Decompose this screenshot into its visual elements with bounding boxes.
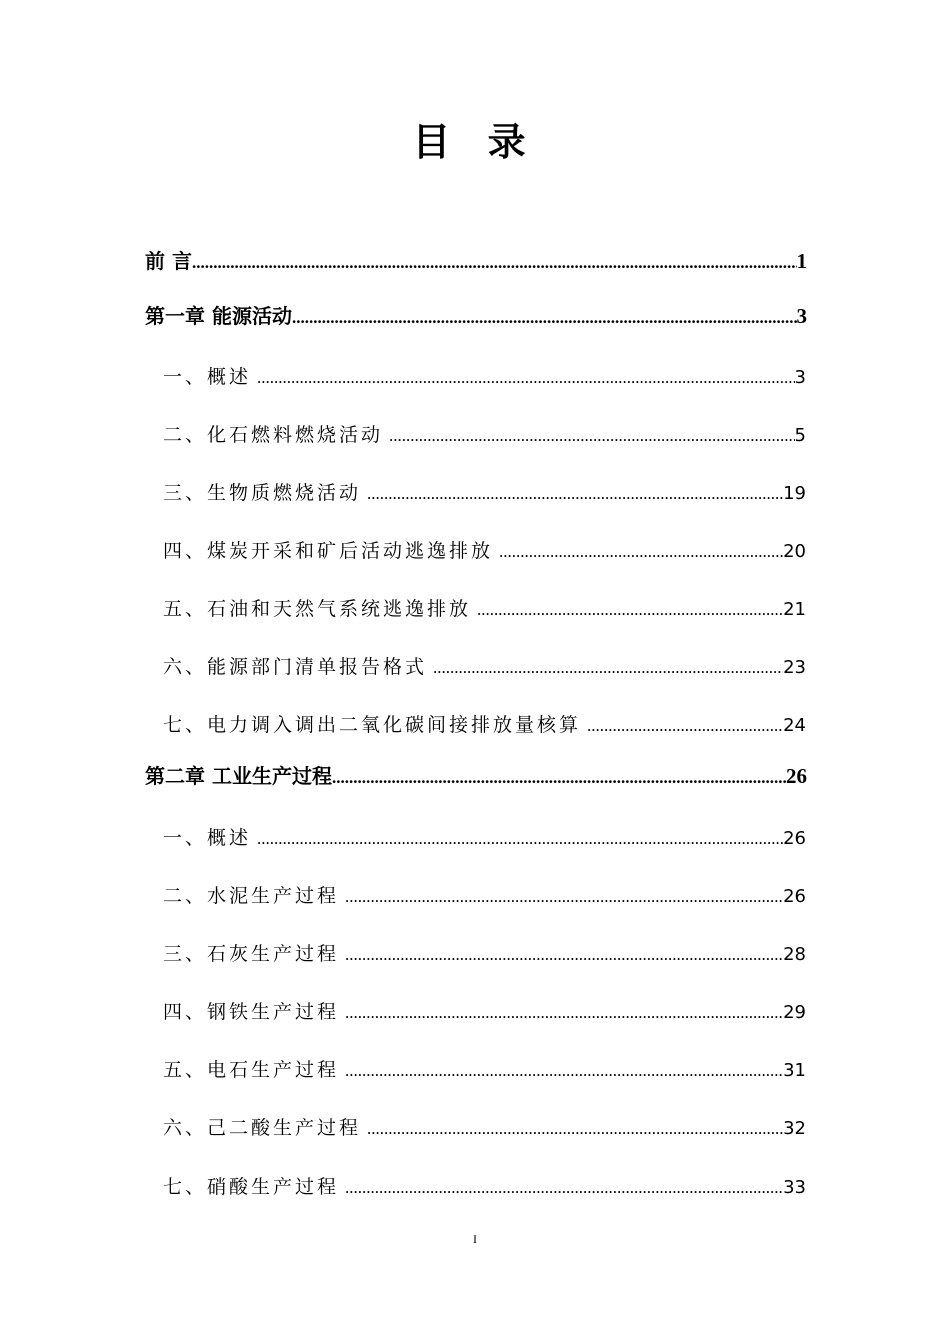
toc-entry-label: 第二章 工业生产过程 <box>145 764 332 788</box>
toc-entry-label: 四、钢铁生产过程 <box>163 1001 340 1023</box>
toc-entry-label: 二、水泥生产过程 <box>163 885 340 907</box>
toc-dot-leader <box>292 302 797 334</box>
toc-dot-leader <box>192 247 797 279</box>
toc-page-number: 23 <box>783 657 806 678</box>
toc-dot-leader <box>433 652 783 684</box>
toc-dot-leader <box>367 478 783 510</box>
toc-entry-chapter-2[interactable] <box>145 760 807 792</box>
toc-entry-section[interactable] <box>163 996 806 1028</box>
toc-entry-label: 七、硝酸生产过程 <box>163 1176 340 1198</box>
toc-entry-section[interactable] <box>163 1112 806 1144</box>
toc-entry-label: 七、电力调入调出二氧化碳间接排放量核算 <box>163 714 582 736</box>
toc-entry-section[interactable] <box>163 477 806 509</box>
toc-page-number: 33 <box>783 1177 806 1198</box>
toc-dot-leader <box>345 881 783 913</box>
toc-entry-label: 前 言 <box>145 249 192 273</box>
toc-entry-section[interactable] <box>163 1171 806 1203</box>
toc-dot-leader <box>389 420 795 452</box>
toc-dot-leader <box>499 536 783 568</box>
toc-page-number: 24 <box>783 715 806 736</box>
toc-entry-chapter-1[interactable] <box>145 300 807 332</box>
toc-entry-section[interactable] <box>163 822 806 854</box>
toc-page-number: 3 <box>794 367 806 388</box>
toc-page-number: 5 <box>794 425 806 446</box>
toc-entry-label: 三、生物质燃烧活动 <box>163 482 362 504</box>
toc-page-number: 26 <box>783 828 806 849</box>
toc-page-number: 3 <box>796 304 807 328</box>
toc-entry-section[interactable] <box>163 651 806 683</box>
toc-page-number: 31 <box>783 1060 806 1081</box>
toc-page-number: 21 <box>783 599 806 620</box>
toc-entry-section[interactable] <box>163 709 806 741</box>
toc-entry-label: 第一章 能源活动 <box>145 304 292 328</box>
toc-dot-leader <box>345 1172 783 1204</box>
toc-dot-leader <box>345 1055 783 1087</box>
toc-dot-leader <box>257 823 783 855</box>
toc-page-number: 28 <box>783 944 806 965</box>
toc-entry-section[interactable] <box>163 938 806 970</box>
page-number: I <box>473 1232 477 1246</box>
toc-entry-label: 六、能源部门清单报告格式 <box>163 656 428 678</box>
toc-dot-leader <box>257 362 795 394</box>
toc-entry-label: 二、化石燃料燃烧活动 <box>163 424 384 446</box>
toc-dot-leader <box>477 594 783 626</box>
toc-page-number: 32 <box>783 1118 806 1139</box>
toc-entry-section[interactable] <box>163 535 806 567</box>
toc-entry-label: 四、煤炭开采和矿后活动逃逸排放 <box>163 540 494 562</box>
toc-entry-preface[interactable] <box>145 245 807 277</box>
toc-page-number: 19 <box>783 483 806 504</box>
toc-entry-section[interactable] <box>163 593 806 625</box>
toc-entry-section[interactable] <box>163 1054 806 1086</box>
toc-entry-label: 六、己二酸生产过程 <box>163 1117 362 1139</box>
toc-page-number: 20 <box>783 541 806 562</box>
toc-entry-section[interactable] <box>163 361 806 393</box>
toc-entry-section[interactable] <box>163 419 806 451</box>
toc-entry-label: 一、概述 <box>163 827 252 849</box>
toc-dot-leader <box>587 710 783 742</box>
toc-entry-label: 三、石灰生产过程 <box>163 943 340 965</box>
toc-entry-label: 五、石油和天然气系统逃逸排放 <box>163 598 472 620</box>
toc-entry-label: 一、概述 <box>163 366 252 388</box>
toc-page-number: 26 <box>783 886 806 907</box>
toc-page-number: 1 <box>796 249 807 273</box>
toc-dot-leader <box>332 762 786 794</box>
toc-dot-leader <box>345 997 783 1029</box>
toc-page-number: 29 <box>783 1002 806 1023</box>
toc-dot-leader <box>345 939 783 971</box>
toc-entry-section[interactable] <box>163 880 806 912</box>
page-title: 目 录 <box>412 120 538 164</box>
toc-entry-label: 五、电石生产过程 <box>163 1059 340 1081</box>
toc-page-number: 26 <box>786 764 807 788</box>
toc-dot-leader <box>367 1113 783 1145</box>
